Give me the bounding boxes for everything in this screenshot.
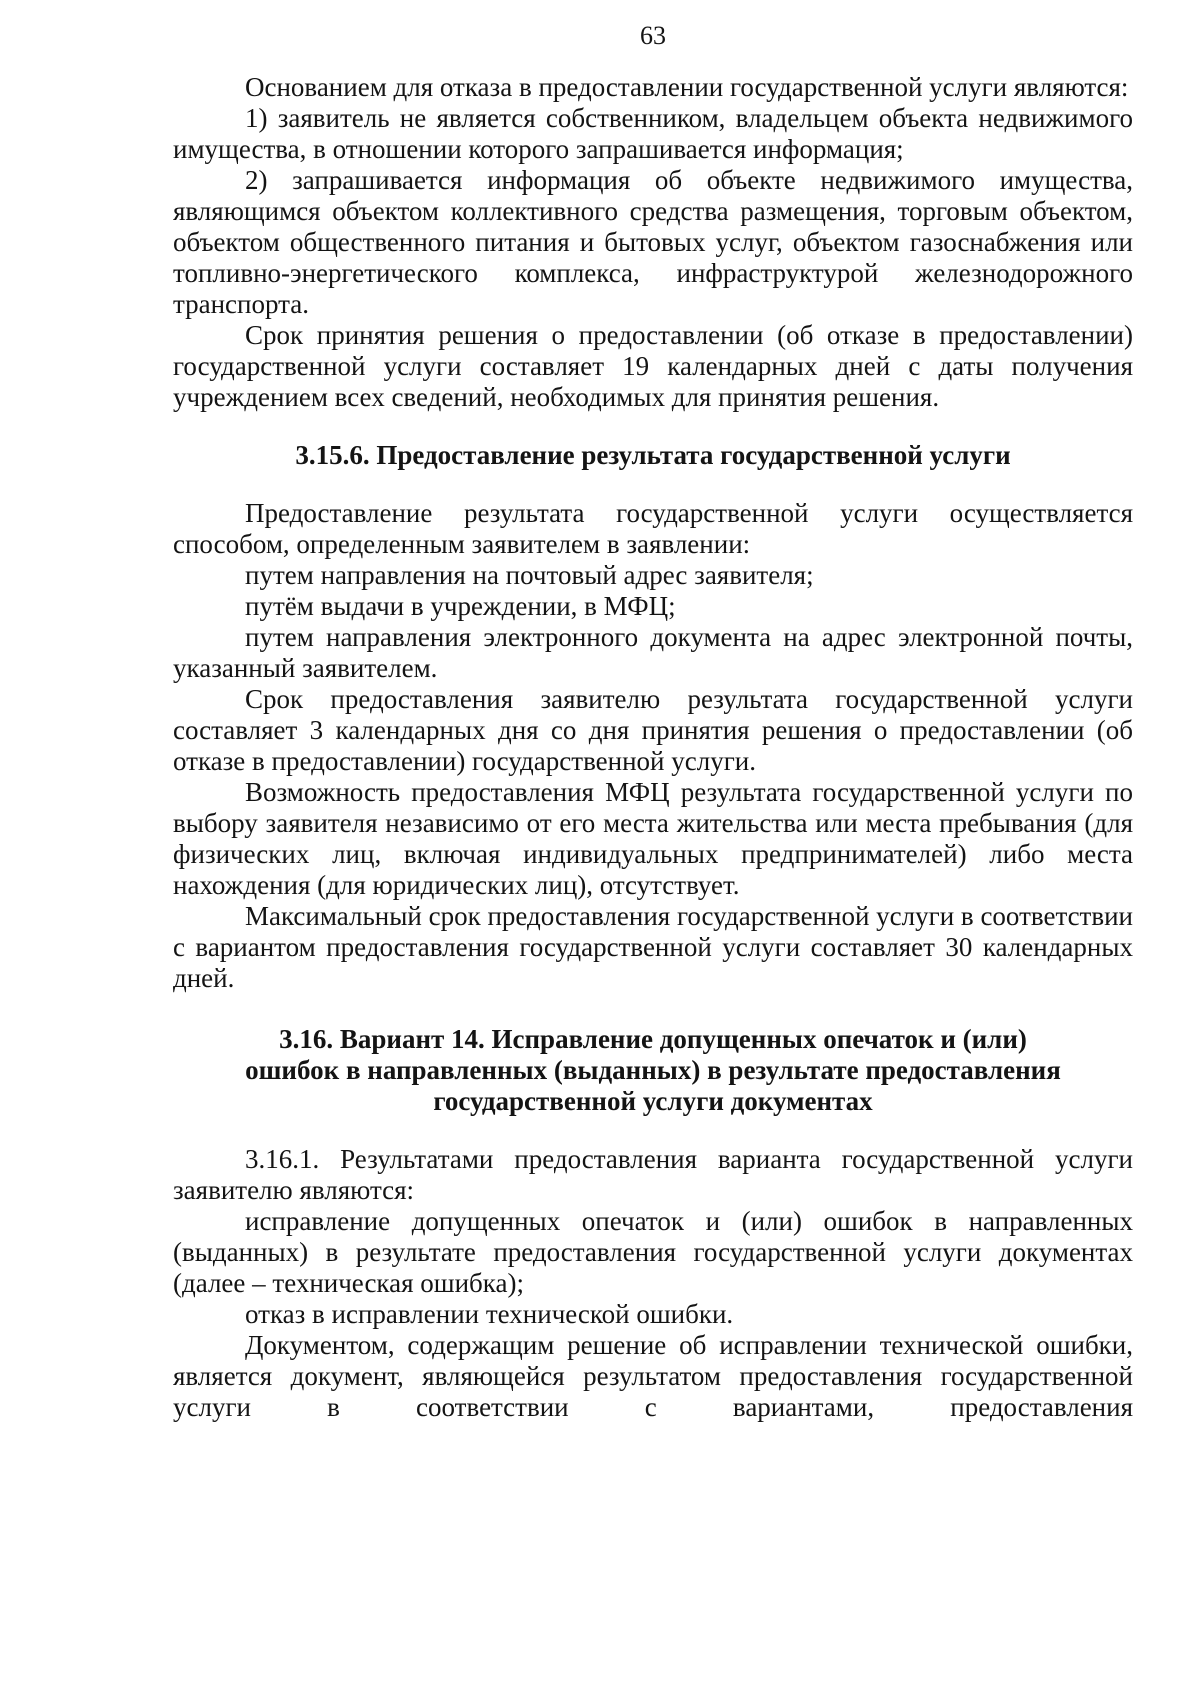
section-heading: 3.15.6. Предоставление результата государственной услуги [295,440,1011,470]
list-item: путем направления на почтовый адрес заявителя; [245,560,814,590]
paragraph: Срок предоставления заявителю результата государственной услуги составляет 3 календарных дня со дня принятия решения о предоставлении (об отказе в предоставлении) государственной услуги. [173,684,1133,776]
section-heading-line: 3.16. Вариант 14. Исправление допущенных опечаток и (или) [279,1024,1027,1054]
list-item: исправление допущенных опечаток и (или) ошибок в направленных (выданных) в результате предоставления государственной услуги документах (далее – техническая ошибка); [173,1206,1133,1298]
paragraph: Предоставление результата государственной услуги осуществляется способом, определенным заявителем в заявлении: [173,498,1133,559]
list-item: 1) заявитель не является собственником, владельцем объекта недвижимого имущества, в отношении которого запрашивается информация; [173,103,1133,164]
paragraph: Максимальный срок предоставления государственной услуги в соответствии с вариантом предоставления государственной услуги составляет 30 календарных дней. [173,901,1133,993]
page-number: 63 [640,21,666,50]
section-heading-variant [173,1024,1133,1117]
section-heading-line: ошибок в направленных (выданных) в результате предоставления [245,1055,1061,1085]
section-heading-line: государственной услуги документах [433,1086,873,1116]
paragraph: Возможность предоставления МФЦ результата государственной услуги по выбору заявителя независимо от его места жительства или места пребывания (для физических лиц, включая индивидуальных предпринимателей) либо места нахождения (для юридических лиц), отсутствует. [173,777,1133,900]
list-item: путём выдачи в учреждении, в МФЦ; [245,591,676,621]
paragraph: Основанием для отказа в предоставлении государственной услуги являются: [245,72,1129,102]
paragraph: Документом, содержащим решение об исправлении технической ошибки, является документ, являющейся результатом предоставления государственной услуги в соответствии с вариантами, предоставления [173,1330,1133,1422]
paragraph: 3.16.1. Результатами предоставления варианта государственной услуги заявителю являются: [173,1144,1133,1205]
paragraph: Срок принятия решения о предоставлении (об отказе в предоставлении) государственной услуги составляет 19 календарных дней с даты получения учреждением всех сведений, необходимых для принятия решения. [173,320,1133,412]
list-item: путем направления электронного документа на адрес электронной почты, указанный заявителем. [173,622,1133,683]
list-item: 2) запрашивается информация об объекте недвижимого имущества, являющимся объектом коллективного средства размещения, торговым объектом, объектом общественного питания и бытовых услуг, объектом газоснабжения или топливно-энергетического комплекса, инфраструктурой железнодорожного транспорта. [173,165,1133,319]
list-item: отказ в исправлении технической ошибки. [245,1299,734,1329]
document-page [173,20,1133,1423]
